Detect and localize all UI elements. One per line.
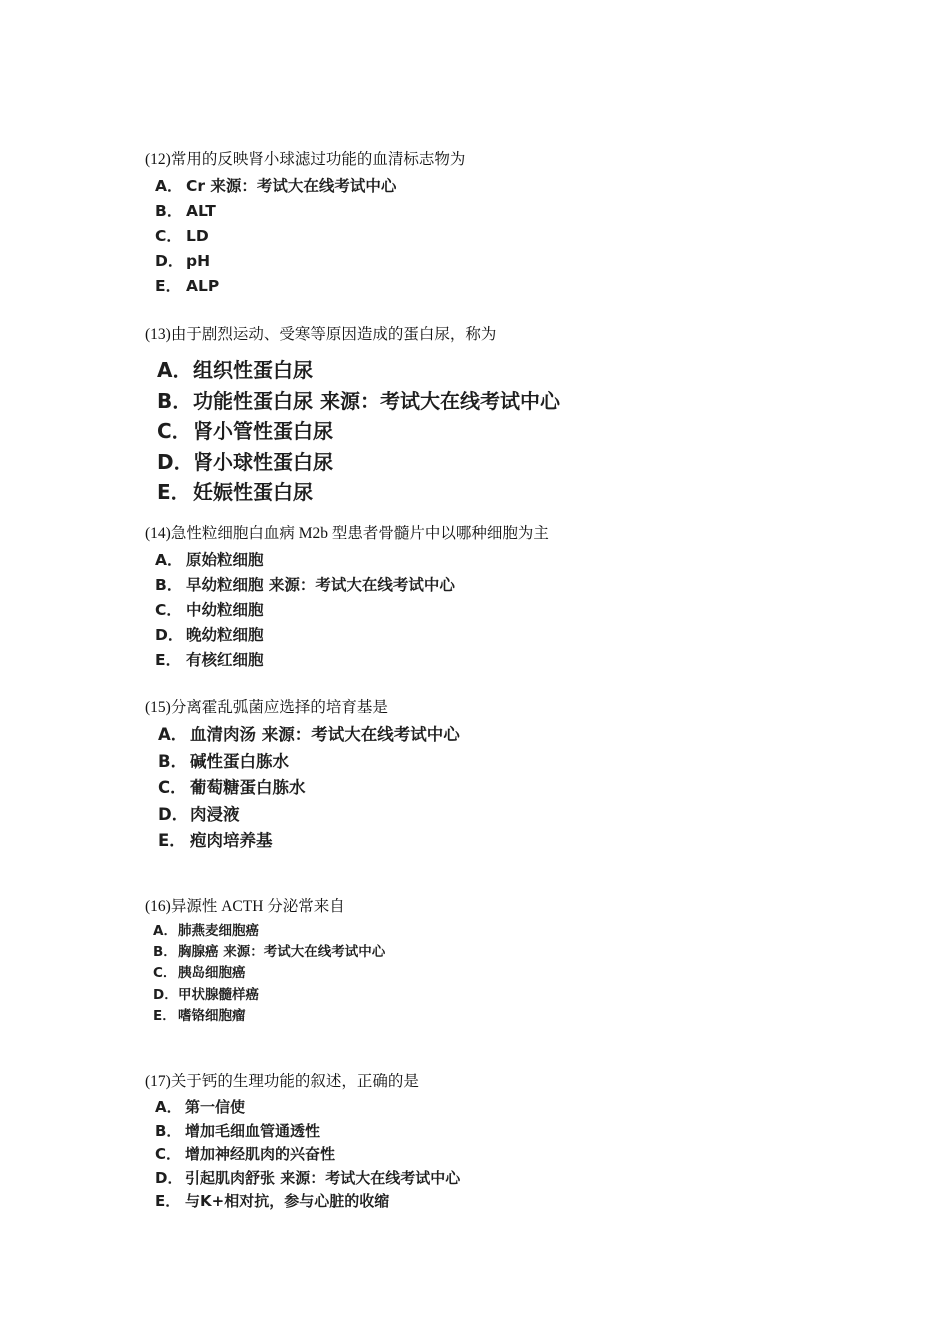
option-a: A． 原始粒细胞 bbox=[155, 551, 264, 569]
option-a: A． 血清肉汤 来源：考试大在线考试中心 bbox=[158, 725, 460, 744]
question-stem: (14)急性粒细胞白血病 M2b 型患者骨髓片中以哪种细胞为主 bbox=[145, 525, 549, 542]
question-stem: (13)由于剧烈运动、受寒等原因造成的蛋白尿，称为 bbox=[145, 326, 497, 343]
question-17 bbox=[145, 1072, 460, 1214]
option-c: C． 中幼粒细胞 bbox=[155, 601, 264, 619]
option-c: C． 胰岛细胞癌 bbox=[153, 965, 246, 982]
question-13 bbox=[145, 325, 560, 508]
option-b: B．功能性蛋白尿 来源：考试大在线考试中心 bbox=[157, 388, 560, 413]
option-a: A． 第一信使 bbox=[155, 1098, 246, 1116]
option-e: E． 嗜铬细胞瘤 bbox=[153, 1007, 246, 1024]
option-d: D． pH bbox=[155, 252, 211, 270]
option-b: B． 早幼粒细胞 来源：考试大在线考试中心 bbox=[155, 576, 455, 594]
option-e: E． 疱肉培养基 bbox=[158, 831, 273, 850]
option-list bbox=[145, 548, 549, 673]
option-c: C． LD bbox=[155, 227, 209, 245]
option-e: E． ALP bbox=[155, 277, 220, 295]
option-list bbox=[145, 921, 385, 1027]
option-d: D． 引起肌肉舒张 来源：考试大在线考试中心 bbox=[155, 1168, 461, 1187]
option-list bbox=[145, 355, 560, 508]
option-c: C． 葡萄糖蛋白胨水 bbox=[158, 778, 306, 797]
option-c: C．肾小管性蛋白尿 bbox=[157, 419, 333, 443]
option-list bbox=[145, 1096, 460, 1214]
option-a: A．肺燕麦细胞癌 bbox=[153, 923, 259, 939]
option-e: E． 有核红细胞 bbox=[155, 651, 264, 669]
question-stem: (16)异源性 ACTH 分泌常来自 bbox=[145, 898, 345, 915]
option-list bbox=[145, 174, 465, 299]
option-b: B． 增加毛细血管通透性 bbox=[155, 1121, 321, 1140]
question-14 bbox=[145, 524, 549, 673]
option-b: B．胸腺癌 来源：考试大在线考试中心 bbox=[153, 944, 386, 961]
option-b: B． ALT bbox=[155, 202, 216, 220]
option-list bbox=[145, 722, 460, 855]
option-d: D．肾小球性蛋白尿 bbox=[157, 449, 333, 474]
question-15 bbox=[145, 698, 460, 855]
option-b: B． 碱性蛋白胨水 bbox=[158, 751, 289, 771]
option-d: D．甲状腺髓样癌 bbox=[153, 986, 259, 1003]
option-a: A． Cr 来源：考试大在线考试中心 bbox=[155, 177, 397, 195]
option-d: D． 晚幼粒细胞 bbox=[155, 626, 264, 644]
option-d: D． 肉浸液 bbox=[158, 804, 240, 824]
question-stem: (15)分离霍乱弧菌应选择的培育基是 bbox=[145, 699, 388, 716]
question-stem: (12)常用的反映肾小球滤过功能的血清标志物为 bbox=[145, 151, 466, 168]
option-a: A．组织性蛋白尿 bbox=[157, 358, 313, 382]
option-c: C． 增加神经肌肉的兴奋性 bbox=[155, 1145, 336, 1163]
option-e: E． 妊娠性蛋白尿 bbox=[157, 480, 313, 504]
question-stem: (17)关于钙的生理功能的叙述，正确的是 bbox=[145, 1073, 419, 1090]
option-e: E． 与K+相对抗，参与心脏的收缩 bbox=[155, 1192, 390, 1210]
question-16 bbox=[145, 897, 385, 1027]
question-12 bbox=[145, 150, 465, 299]
